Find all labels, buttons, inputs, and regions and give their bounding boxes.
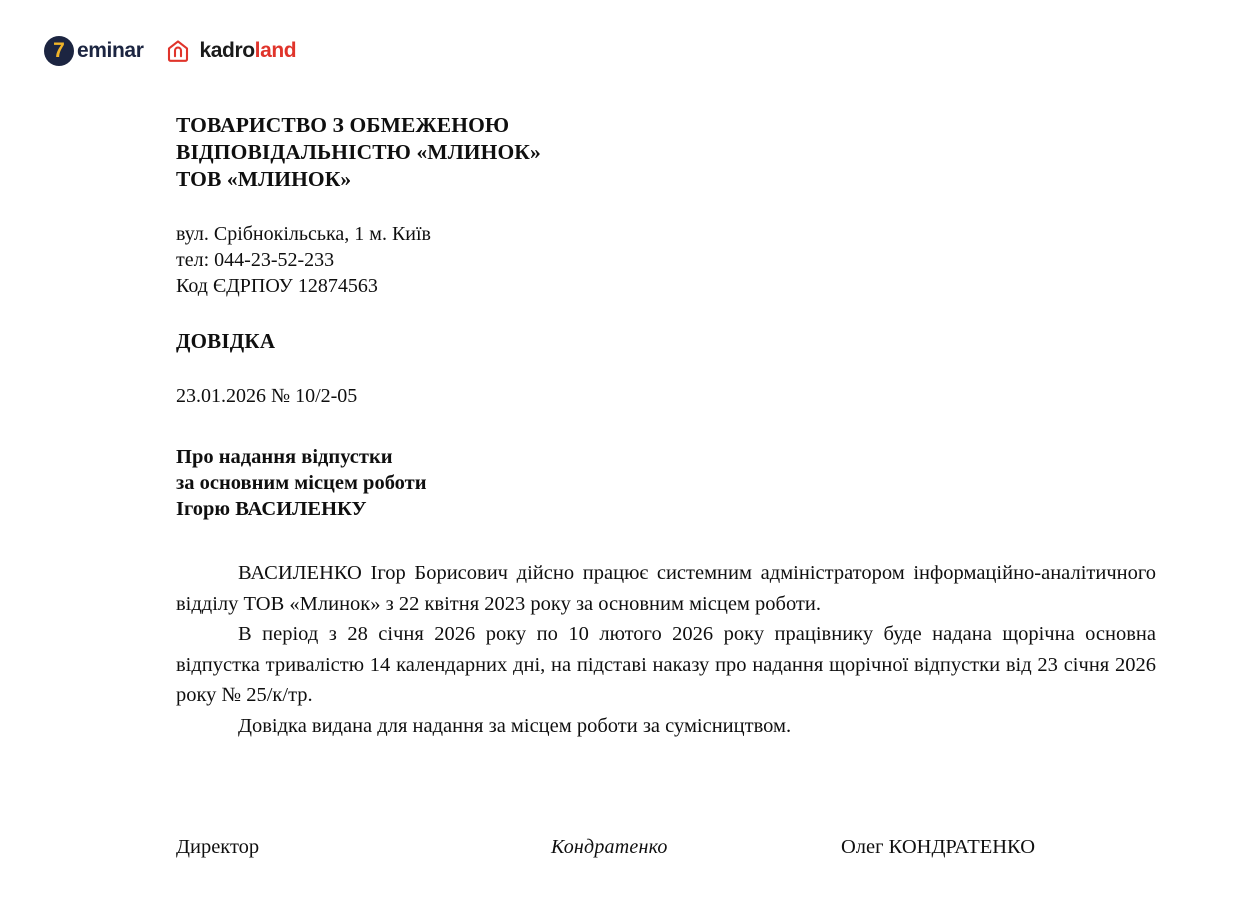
document-page <box>176 112 1156 741</box>
signature-name: Олег КОНДРАТЕНКО <box>841 836 1036 858</box>
organization-title <box>176 112 1156 193</box>
document-subject-line-2: за основним місцем роботи <box>176 472 427 494</box>
signature-role: Директор <box>176 836 260 858</box>
organization-title-line-3: ТОВ «МЛИНОК» <box>176 167 352 191</box>
organization-phone: тел: 044-23-52-233 <box>176 249 335 271</box>
kadroland-logo[interactable] <box>165 38 296 64</box>
document-subject-line-3: Ігорю ВАСИЛЕНКУ <box>176 498 367 520</box>
seminar-circle-icon <box>44 36 74 66</box>
seminar-seven-glyph: 7 <box>53 38 65 62</box>
document-subject <box>176 444 1156 522</box>
signature-handwriting: Кондратенко <box>551 836 668 858</box>
document-paragraph-1: ВАСИЛЕНКО Ігор Борисович дійсно працює системним адміністратором інформаційно-аналітичного відділу ТОВ «Млинок» з 22 квітня 2023 року за основним місцем роботи. <box>176 562 1156 615</box>
organization-title-line-2: ВІДПОВІДАЛЬНІСТЮ «МЛИНОК» <box>176 140 541 164</box>
kadroland-wordmark <box>199 39 296 63</box>
house-icon <box>165 38 191 64</box>
document-paragraph-3: Довідка видана для надання за місцем роботи за сумісництвом. <box>238 714 792 737</box>
document-paragraph-2: В період з 28 січня 2026 року по 10 лютого 2026 року працівнику буде надана щорічна основна відпустка тривалістю 14 календарних дні, на підставі наказу про надання щорічної відпустки від 23 січня 2026 року № 25/к/тр. <box>176 623 1156 706</box>
seminar-logo[interactable] <box>44 36 143 66</box>
document-kind-heading: ДОВІДКА <box>176 329 276 353</box>
seminar-wordmark: eminar <box>77 39 144 62</box>
kadroland-wordmark-dark: kadro <box>199 39 255 62</box>
document-reference: 23.01.2026 № 10/2-05 <box>176 385 358 407</box>
document-body <box>176 558 1156 741</box>
organization-contacts <box>176 221 1156 299</box>
organization-title-line-1: ТОВАРИСТВО З ОБМЕЖЕНОЮ <box>176 113 510 137</box>
organization-address: вул. Срібнокільська, 1 м. Київ <box>176 223 431 245</box>
signature-block <box>176 836 1156 859</box>
organization-edrpou-code: Код ЄДРПОУ 12874563 <box>176 275 378 297</box>
kadroland-wordmark-accent: land <box>254 39 297 62</box>
document-subject-line-1: Про надання відпустки <box>176 446 393 468</box>
brand-bar <box>44 36 296 66</box>
